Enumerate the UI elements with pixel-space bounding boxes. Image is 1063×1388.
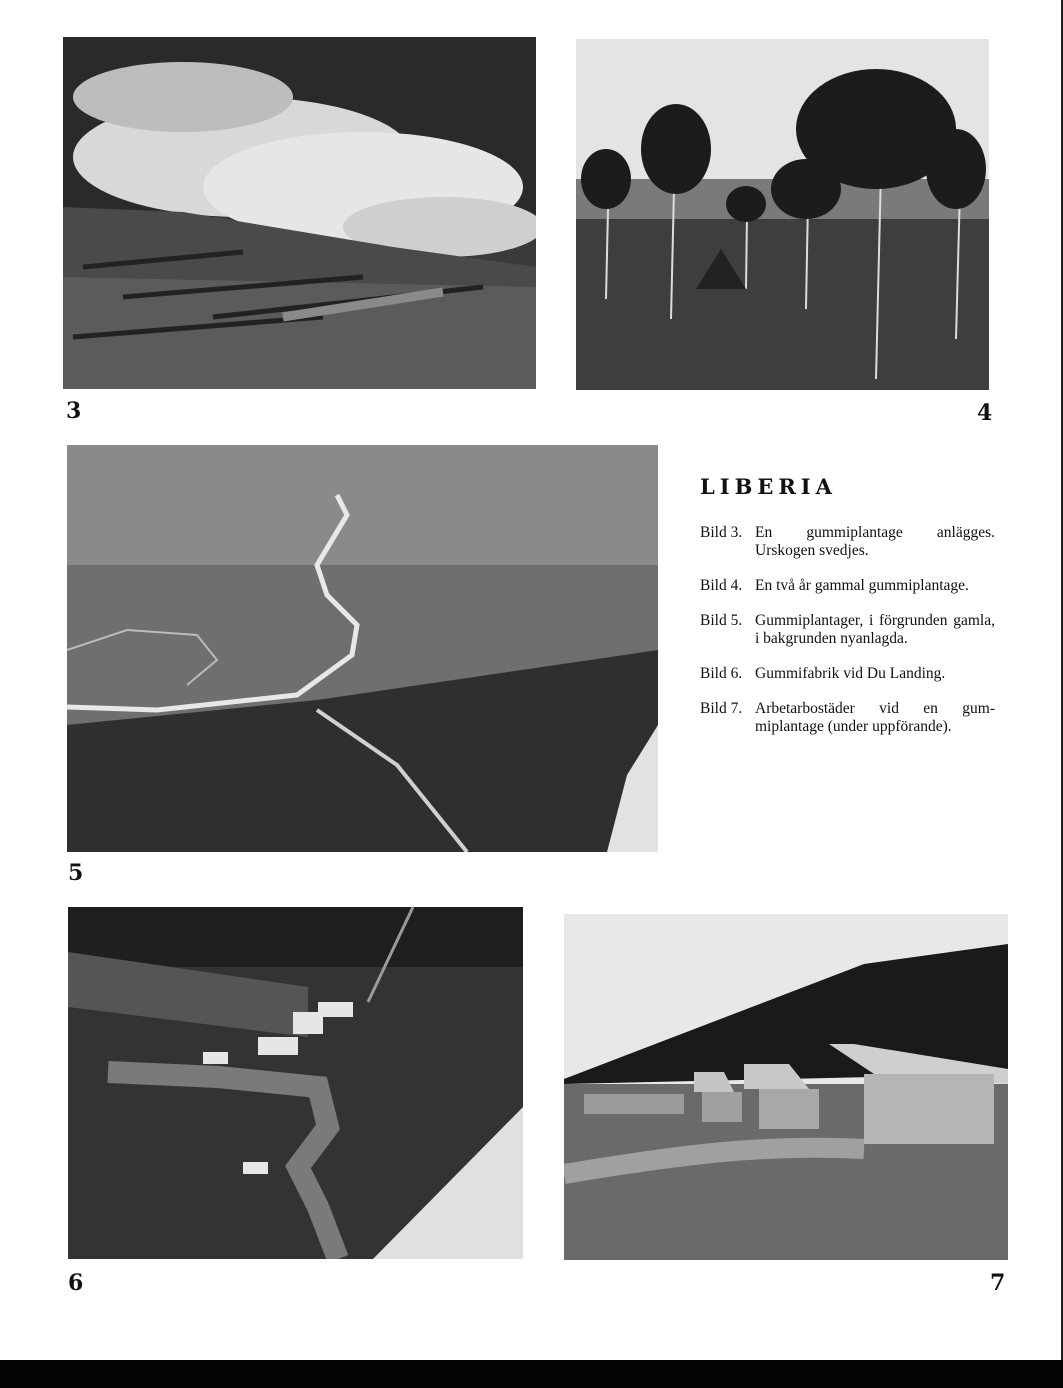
caption-label: Bild 4. [700, 577, 743, 594]
photo-5-aerial-plantations [67, 445, 658, 852]
caption-text: Gummifabrik vid Du Landing. [755, 665, 946, 682]
caption-bild-6 [700, 665, 995, 683]
photo-6-aerial-factory [68, 907, 523, 1259]
caption-bild-3 [700, 524, 995, 560]
photo-7-worker-housing [564, 914, 1008, 1260]
caption-text: Gummiplantager, i förgrunden gamla, i bakgrunden nyanlagda. [755, 612, 995, 647]
figure-number-3: 3 [66, 398, 82, 424]
caption-text: En två år gammal gummiplantage. [755, 577, 969, 594]
caption-label: Bild 5. [700, 612, 743, 629]
page-title: LIBERIA [700, 474, 837, 499]
caption-bild-5 [700, 612, 995, 648]
figure-number-4: 4 [977, 400, 993, 426]
figure-number-6: 6 [68, 1270, 84, 1296]
caption-text: En gummiplantage anlägges. Urskogen svedjes. [755, 524, 995, 559]
scan-border [0, 1360, 1063, 1388]
caption-bild-4 [700, 577, 995, 595]
caption-label: Bild 6. [700, 665, 743, 682]
caption-list [700, 524, 995, 753]
figure-number-7: 7 [990, 1270, 1006, 1296]
figure-number-5: 5 [68, 860, 84, 886]
caption-bild-7 [700, 700, 995, 736]
caption-text: Arbetarbostäder vid en gummiplantage (under uppförande). [755, 700, 995, 735]
photo-3-forest-burning [63, 37, 536, 389]
photo-4-young-plantation [576, 39, 989, 390]
caption-label: Bild 3. [700, 524, 743, 541]
caption-label: Bild 7. [700, 700, 743, 717]
